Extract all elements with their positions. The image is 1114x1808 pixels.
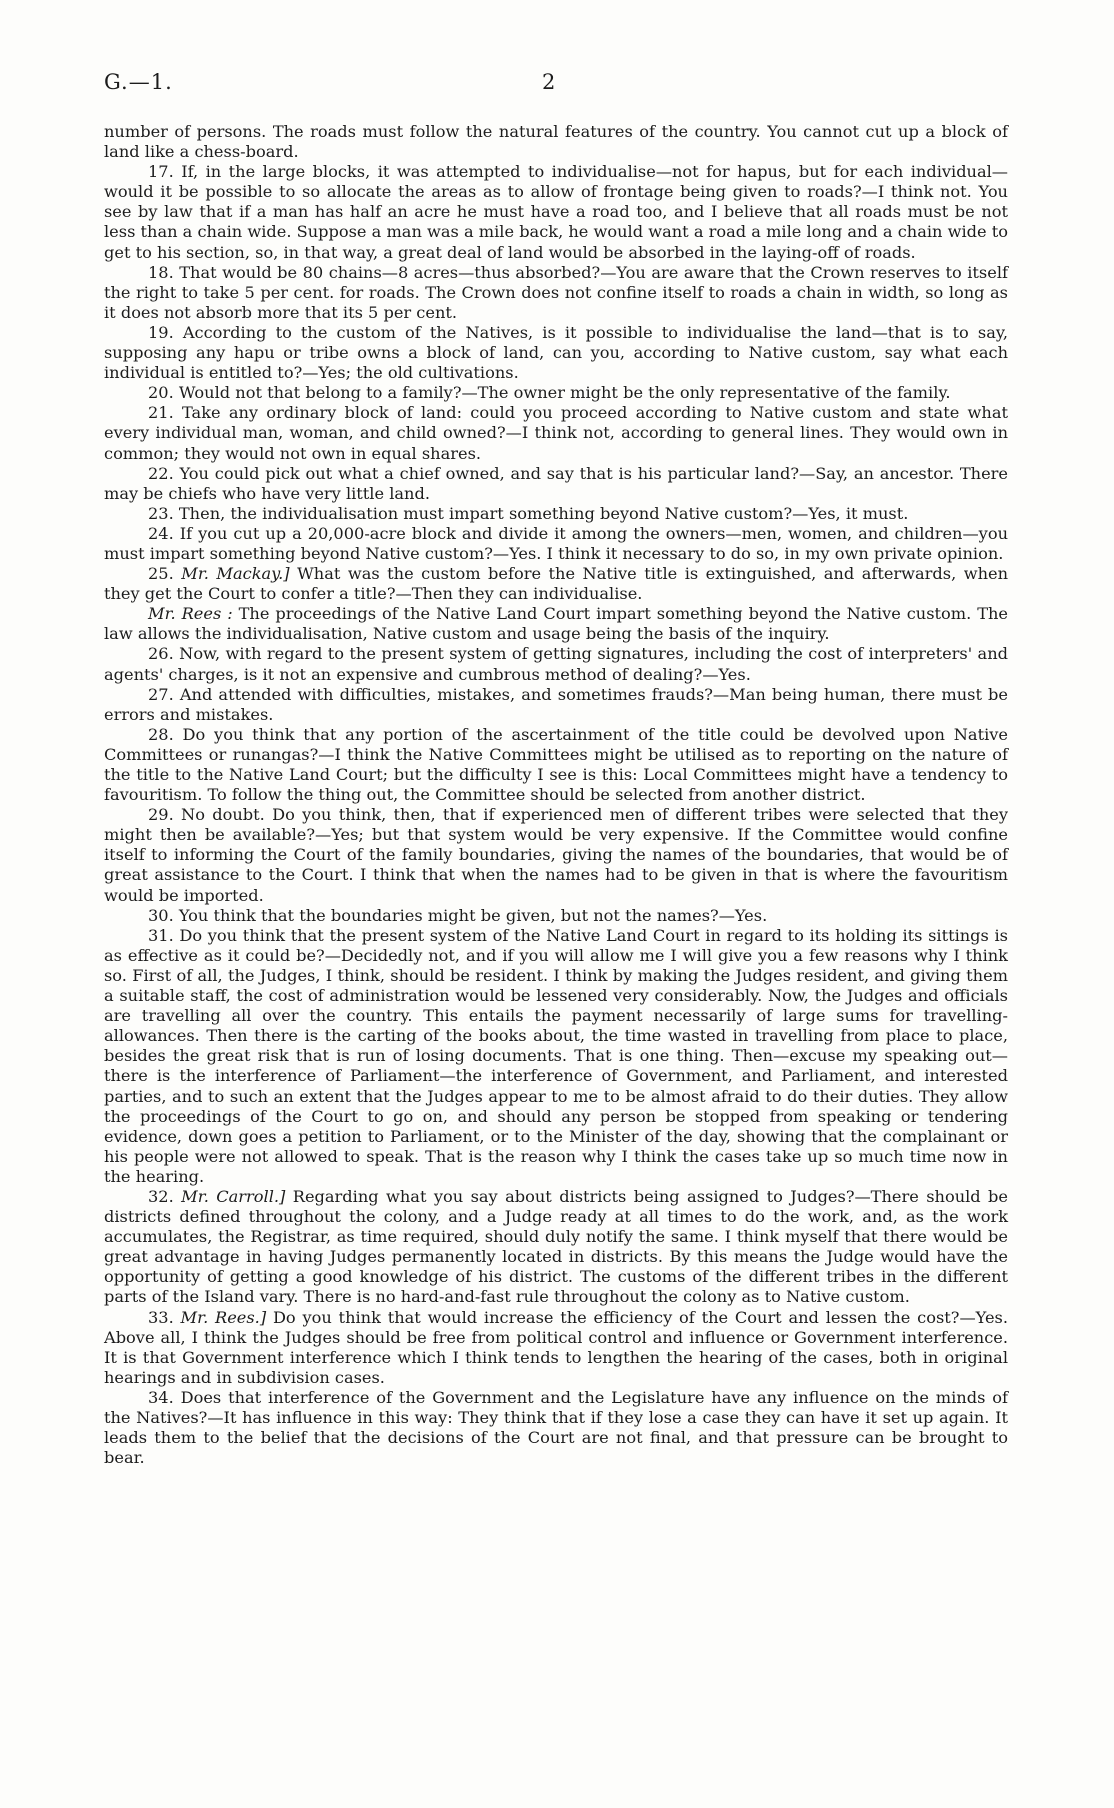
paragraph-23: 23. Then, the individualisation must impart something beyond Native custom?—Yes, it must.	[148, 503, 909, 523]
paragraph-31: 31. Do you think that the present system of the Native Land Court in regard to its holding its sittings is as effective as it could be?—Decidedly not, and if you will allow me I will give you a few reasons why I think so. First of all, the Judges, I think, should be resident. I think by making the Judges resident, and giving them a suitable staff, the cost of administration would be lessened very considerably. Now, the Judges and officials are travelling all over the country. This entails the payment necessarily of large sums for travelling-allowances. Then there is the carting of the books about, the time wasted in travelling from place to place, besides the great risk that is run of losing documents. That is one thing. Then—excuse my speaking out—there is the interference of Parliament—the interference of Government, and Parliament, and interested parties, and to such an extent that the Judges appear to me to be almost afraid to do their duties. They allow the proceedings of the Court to go on, and should any person be stopped from speaking or tendering evidence, down goes a petition to Parliament, or to the Minister of the day, showing that the complainant or his people were not allowed to speak. That is the reason why I think the cases take up so much time now in the hearing.	[104, 925, 1008, 1186]
paper-reference: G.—1.	[104, 70, 173, 94]
paragraph-24: 24. If you cut up a 20,000-acre block and divide it among the owners—men, women, and children—you must impart something beyond Native custom?—Yes. I think it necessary to do so, in my own private opinion.	[104, 523, 1008, 563]
paragraph-22: 22. You could pick out what a chief owned, and say that is his particular land?—Say, an ancestor. There may be chiefs who have very little land.	[104, 463, 1008, 503]
speaker-name: Mr. Rees :	[148, 604, 233, 624]
speaker-name: Mr. Mackay.]	[181, 564, 290, 584]
paragraph-28: 28. Do you think that any portion of the ascertainment of the title could be devolved upon Native Committees or runangas?—I think the Native Committees might be utilised as to reporting on the nature of the title to the Native Land Court; but the difficulty I see is this: Local Committees might have a tendency to favouritism. To follow the thing out, the Committee should be selected from another district.	[104, 724, 1008, 805]
page-header	[104, 70, 1008, 102]
speaker-name: Mr. Rees.]	[180, 1307, 267, 1327]
paragraph-29: 29. No doubt. Do you think, then, that if experienced men of different tribes were selected that they might then be available?—Yes; but that system would be very expensive. If the Committee would confine itself to informing the Court of the family boundaries, giving the names of the boundaries, that would be of great assistance to the Court. I think that when the names had to be given in that is where the favouritism would be imported.	[104, 805, 1008, 905]
paragraph-17: 17. If, in the large blocks, it was attempted to individualise—not for hapus, but for each individual—would it be possible to so allocate the areas as to allow of frontage being given to roads?—I think not. You see by law that if a man has half an acre he must have a road too, and I believe that all roads must be not less than a chain wide. Suppose a man was a mile back, he would want a road a mile long and a chain wide to get to his section, so, in that way, a great deal of land would be absorbed in the laying-off of roads.	[104, 162, 1008, 262]
page-number: 2	[542, 70, 556, 94]
question-number: 32.	[148, 1186, 174, 1206]
paragraph-32: 32. Mr. Carroll.] Regarding what you say about districts being assigned to Judges?—There should be districts defined throughout the colony, and a Judge ready at all times to do the work, and, as the work accumulates, the Registrar, as time required, should duly notify the same. I think myself that there would be great advantage in having Judges permanently located in districts. By this means the Judge would have the opportunity of getting a good knowledge of his district. The customs of the different tribes in the different parts of the Island vary. There is no hard-and-fast rule throughout the colony as to Native custom.	[104, 1186, 1009, 1307]
question-number: 25.	[148, 564, 174, 584]
paragraph-27: 27. And attended with difficulties, mistakes, and sometimes frauds?—Man being human, there must be errors and mistakes.	[104, 684, 1008, 724]
paragraph-34: 34. Does that interference of the Government and the Legislature have any influence on the minds of the Natives?—It has influence in this way: They think that if they lose a case they can have it set up again. It leads them to the belief that the decisions of the Court are not final, and that pressure can be brought to bear.	[104, 1387, 1008, 1468]
question-number: 33.	[148, 1307, 174, 1327]
speaker-name: Mr. Carroll.]	[181, 1186, 286, 1206]
body-text	[104, 122, 1008, 1468]
paragraph-21: 21. Take any ordinary block of land: could you proceed according to Native custom and state what every individual man, woman, and child owned?—I think not, according to general lines. They would own in common; they would not own in equal shares.	[104, 403, 1008, 463]
paragraph-continuation: number of persons. The roads must follow the natural features of the country. You cannot cut up a block of land like a chess-board.	[104, 122, 1008, 162]
paragraph-18: 18. That would be 80 chains—8 acres—thus absorbed?—You are aware that the Crown reserves to itself the right to take 5 per cent. for roads. The Crown does not confine itself to roads a chain in width, so long as it does not absorb more that its 5 per cent.	[104, 262, 1008, 322]
paragraph-30: 30. You think that the boundaries might be given, but not the names?—Yes.	[148, 905, 768, 925]
paragraph-25: 25. Mr. Mackay.] What was the custom before the Native title is extinguished, and afterwards, when they get the Court to confer a title?—Then they can individualise.	[104, 564, 1008, 604]
paragraph-19: 19. According to the custom of the Natives, is it possible to individualise the land—that is to say, supposing any hapu or tribe owns a block of land, can you, according to Native custom, say what each individual is entitled to?—Yes; the old cultivations.	[104, 322, 1008, 383]
paragraph-33: 33. Mr. Rees.] Do you think that would increase the efficiency of the Court and lessen the cost?—Yes. Above all, I think the Judges should be free from political control and influence or Government interference. It is that Government interference which I think tends to lengthen the hearing of the cases, both in original hearings and in subdivision cases.	[104, 1307, 1008, 1387]
paragraph-26: 26. Now, with regard to the present system of getting signatures, including the cost of interpreters' and agents' charges, is it not an expensive and cumbrous method of dealing?—Yes.	[104, 644, 1008, 684]
paragraph-20: 20. Would not that belong to a family?—The owner might be the only representative of the family.	[148, 383, 951, 403]
paragraph-rees-remark: Mr. Rees : The proceedings of the Native Land Court impart something beyond the Native custom. The law allows the individualisation, Native custom and usage being the basis of the inquiry.	[104, 604, 1009, 644]
